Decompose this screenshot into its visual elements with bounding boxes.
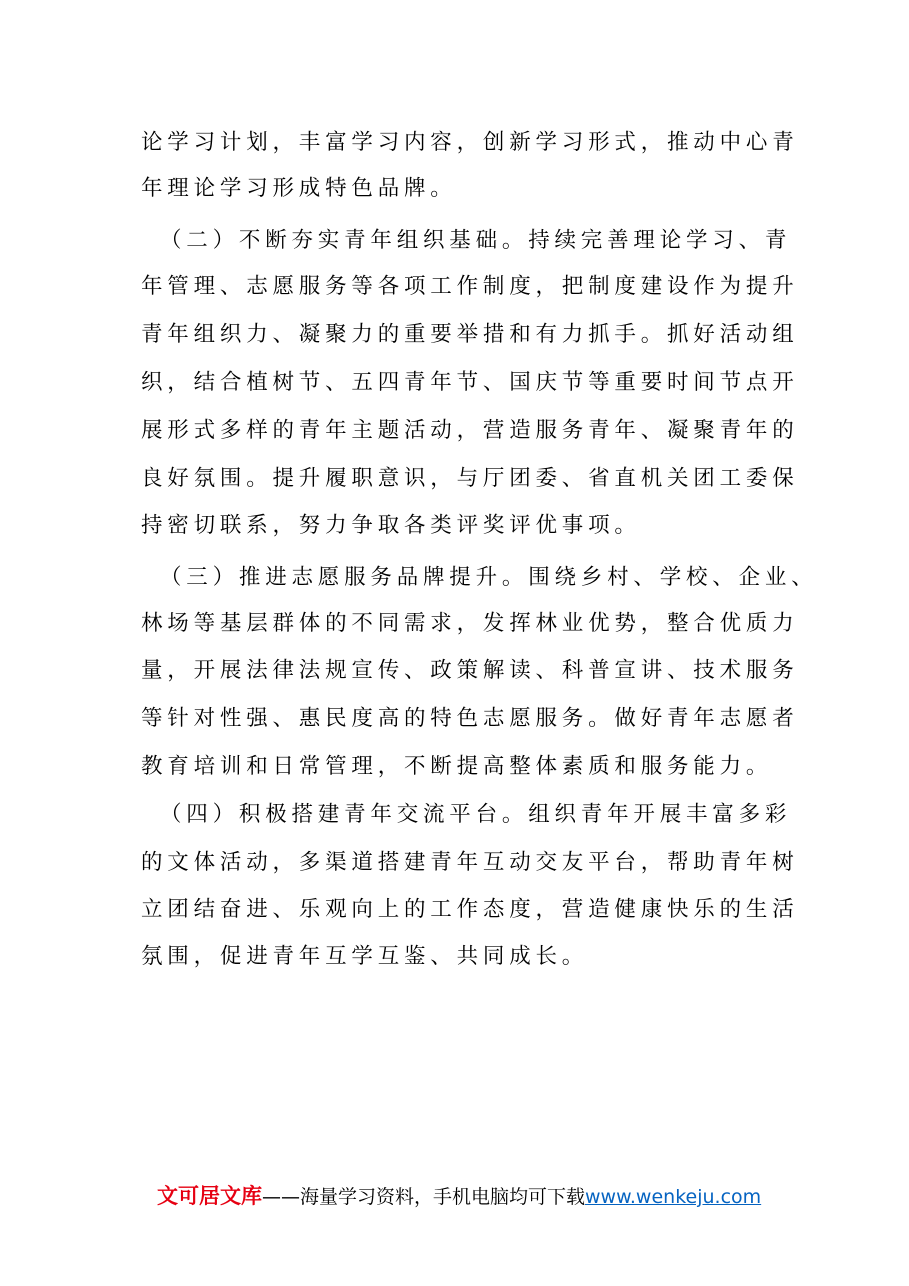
paragraph-line: 氛围，促进青年互学互鉴、共同成长。 xyxy=(141,944,589,969)
footer-slogan: ——海量学习资料，手机电脑均可下载 xyxy=(262,1186,586,1208)
paragraph-line: 林场等基层群体的不同需求，发挥林业优势，整合优质力 xyxy=(141,611,799,636)
paragraph-line: 持密切联系，努力争取各类评奖评优事项。 xyxy=(141,513,641,538)
section-heading-line: （四）积极搭建青年交流平台。组织青年开展丰富多彩 xyxy=(160,802,792,827)
footer-banner xyxy=(157,1180,777,1212)
paragraph-line: 的文体活动，多渠道搭建青年互动交友平台，帮助青年树 xyxy=(141,850,799,875)
paragraph-line: 织，结合植树节、五四青年节、国庆节等重要时间节点开 xyxy=(141,370,799,395)
paragraph-line: 量，开展法律法规宣传、政策解读、科普宣讲、技术服务 xyxy=(141,658,799,683)
paragraph-line: 等针对性强、惠民度高的特色志愿服务。做好青年志愿者 xyxy=(141,706,799,731)
paragraph-line: 论学习计划，丰富学习内容，创新学习形式，推动中心青 xyxy=(141,130,799,155)
footer-link[interactable]: www.wenkeju.com xyxy=(585,1186,762,1208)
paragraph-line: 年管理、志愿服务等各项工作制度，把制度建设作为提升 xyxy=(141,274,799,299)
paragraph-line: 展形式多样的青年主题活动，营造服务青年、凝聚青年的 xyxy=(141,418,799,443)
paragraph-line: 良好氛围。提升履职意识，与厅团委、省直机关团工委保 xyxy=(141,466,799,491)
paragraph-line: 年理论学习形成特色品牌。 xyxy=(141,176,457,201)
paragraph-line: 青年组织力、凝聚力的重要举措和有力抓手。抓好活动组 xyxy=(141,322,799,347)
section-heading-line: （三）推进志愿服务品牌提升。围绕乡村、学校、企业、 xyxy=(160,565,818,590)
section-heading-line: （二）不断夯实青年组织基础。持续完善理论学习、青 xyxy=(160,228,792,253)
paragraph-line: 立团结奋进、乐观向上的工作态度，营造健康快乐的生活 xyxy=(141,897,799,922)
paragraph-line: 教育培训和日常管理，不断提高整体素质和服务能力。 xyxy=(141,754,773,779)
footer-brand: 文可居文库 xyxy=(157,1184,262,1208)
